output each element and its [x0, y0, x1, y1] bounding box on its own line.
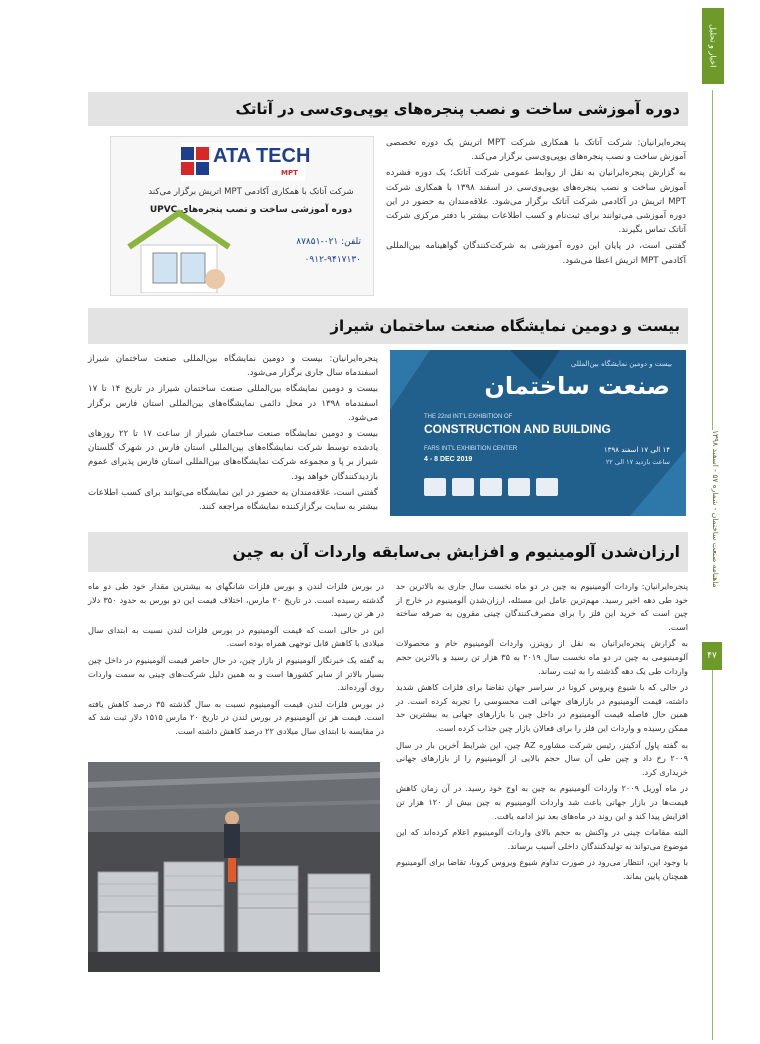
paragraph: پنجره‌ایرانیان: بیست و دومین نمایشگاه بین‌المللی صنعت ساختمان شیراز اسفندماه سال جاری برگزار می‌شود. [88, 354, 378, 379]
paragraph: در بورس فلزات لندن قیمت آلومینیوم نسبت به سال گذشته ۳۵ درصد کاهش یافته است. قیمت هر تن آلومینیوم در بورس لندن در تاریخ ۲۰ مارس ۱۵۱۵ دلار ثبت شد که در مقایسه با ابتدای سال میلادی ۲۲ درصد کاهش داشته است. [88, 698, 384, 736]
poster-hours-fa: ساعت بازدید ۱۷ الی ۲۲ [605, 458, 670, 466]
aluminium-warehouse-photo [88, 762, 380, 972]
paragraph: در بورس فلزات لندن و بورس فلزات شانگهای به بیشترین مقدار خود طی دو ماه گذشته رسیده است. در تاریخ ۲۰ مارس، اختلاف قیمت این دو بورس به حدود ۳۵۰ دلار در هر تن رسید. [88, 581, 384, 619]
paragraph: بیست و دومین نمایشگاه بین‌المللی صنعت ساختمان شیراز در تاریخ ۱۴ تا ۱۷ اسفندماه ۱۳۹۸ در محل دائمی نمایشگاه‌های بین‌المللی استان فارس برگزار می‌شود. [88, 384, 379, 423]
paragraph: به گزارش پنجره‌ایرانیان به نقل از رویترز، واردات آلومینیوم خام و محصولات آلومینیومی به چین در دو ماه نخست سال ۲۰۱۹ به ۳۵ هزار تن رسید و بالاترین حجم واردات طی یک دهه گذشته را به ثبت رساند. [396, 638, 688, 676]
poster-title-fa: صنعت ساختمان [484, 372, 670, 400]
section-tab [702, 8, 724, 84]
page-number: ۴۷ [702, 642, 722, 670]
section2-title-bar [88, 308, 688, 344]
exhibition-poster [390, 350, 686, 516]
brand-name: ATA TECH [213, 145, 311, 167]
section3-left-column [88, 580, 384, 739]
paragraph: پنجره‌ایرانیان: شرکت آتاتک با همکاری شرکت MPT اتریش یک دوره تخصصی آموزش ساخت و نصب پنجره‌های یوپی‌وی‌سی برگزار می‌کند. [386, 138, 687, 163]
paragraph: این در حالی است که قیمت آلومینیوم در بورس فلزات لندن نسبت به ابتدای سال میلادی با کاهش قابل توجهی همراه بوده است. [88, 624, 384, 649]
section2-title: بیست و دومین نمایشگاه صنعت ساختمان شیراز [330, 317, 680, 335]
ad-line2: دوره آموزشی ساخت و نصب پنجره‌های UPVC [149, 205, 353, 215]
sidebar-line-top [712, 90, 713, 430]
paragraph: بیست و دومین نمایشگاه صنعت ساختمان شیراز از ساعت ۱۷ تا ۲۲ روزهای یادشده توسط شرکت نمایشگاه‌های بین‌المللی استان فارس در شهرک گلستان شیراز بر پا و مجموعه شرکت نمایشگاه‌های بین‌المللی استان فارس پذیرای عموم بازدیدکنندگان خواهد بود. [88, 429, 378, 482]
section3-right-column [396, 580, 688, 883]
section1-title-bar [88, 92, 688, 126]
paragraph: با وجود این، انتظار می‌رود در صورت تداوم شیوع ویروس کرونا، تقاضا برای آلومینیوم همچنان پایین بماند. [396, 857, 688, 881]
sponsor-logo-icon [508, 478, 530, 496]
poster-sponsor-logos [424, 478, 664, 498]
sponsor-logo-icon [424, 478, 446, 496]
paragraph: گفتنی است، علاقه‌مندان به حضور در این نمایشگاه می‌توانند برای کسب اطلاعات بیشتر به سایت برگزارکننده نمایشگاه مراجعه کنند. [88, 487, 378, 513]
section3-title-bar [88, 532, 688, 572]
paragraph: به گفته یک خبرنگار آلومینیوم از بازار چین، در حال حاضر قیمت آلومینیوم در داخل چین بسیار بالاتر از سایر کشورها است و به همین دلیل شرکت‌های چینی به سمت واردات روی آورده‌اند. [88, 654, 384, 693]
atatech-logo [181, 143, 311, 181]
phone-2: ۰۹۱۲-۹۴۱۷۱۳۰ [304, 255, 361, 265]
section1-title: دوره آموزشی ساخت و نصب پنجره‌های یوپی‌وی‌سی در آتاتک [235, 100, 680, 118]
poster-venue: FARS INT'L EXHIBITION CENTER [424, 446, 518, 452]
paragraph: البته مقامات چینی در واکنش به حجم بالای واردات آلومینیوم اعلام کرده‌اند که این موضوع می‌تواند به تولیدکنندگان داخلی آسیب برساند. [396, 827, 688, 851]
poster-dates-fa: ۱۴ الی ۱۷ اسفند ۱۳۹۸ [603, 446, 670, 454]
paragraph: در حالی که با شیوع ویروس کرونا در سراسر جهان تقاضا برای فلزات کاهش شدید داشته، قیمت آلومینیوم در بازارهای جهانی افت محسوسی را تجربه کرده است. در همین حال فاصله قیمت آلومینیوم در داخل چین با بازارهای جهانی به بیشترین حد ممکن رسیده و واردات این فلز را برای فعالان بازار چین جذاب کرده است. [396, 682, 688, 733]
running-header: ماهنامه صنعت ساختمان - شماره ۵۷ - اسفند ۱۳۹۸ [711, 430, 720, 588]
sponsor-logo-icon [536, 478, 558, 496]
phone-label: تلفن: [341, 237, 361, 247]
paragraph: به گزارش پنجره‌ایرانیان به نقل از روابط عمومی شرکت آتاتک؛ یک دوره فشرده آموزش ساخت و نصب پنجره‌های یوپی‌وی‌سی در اسفند ۱۳۹۸ با همکاری شرکت MPT اتریش در آکادمی شرکت آتاتک برگزار می‌شود. علاقه‌مندان به حضور در این دوره آموزشی می‌توانند برای ثبت‌نام و کسب اطلاعات بیشتر با دفتر مرکزی شرکت آتاتک تماس بگیرند. [386, 168, 686, 236]
section1-body [386, 136, 686, 268]
sponsor-logo-icon [480, 478, 502, 496]
paragraph: در ماه آوریل ۲۰۰۹ واردات آلومینیوم به چین به اوج خود رسید. در آن زمان کاهش قیمت‌ها در بازار جهانی باعث شد واردات آلومینیوم به چین بیش از ۱۲۰ هزار تن افزایش پیدا کند و این روند در ماه‌های بعد نیز ادامه یافت. [396, 783, 688, 821]
paragraph: پنجره‌ایرانیان: واردات آلومینیوم به چین در دو ماه نخست سال جاری به بالاترین حد خود طی دهه اخیر رسید. مهم‌ترین عامل این مسئله، ارزان‌شدن آلومینیوم در خارج از چین است که خرید این فلز را برای مصرف‌کنندگان چینی مقرون به صرفه ساخته است. [396, 581, 688, 632]
ad-phones [261, 237, 361, 283]
ad-line1: شرکت آتاتک با همکاری آکادمی MPT اتریش برگزار می‌کند [148, 187, 354, 197]
atatech-ad [110, 136, 374, 296]
paragraph: گفتنی است، در پایان این دوره آموزشی به شرکت‌کنندگان گواهینامه بین‌المللی آکادمی MPT اتریش اعطا می‌شود. [386, 241, 686, 266]
section3-title: ارزان‌شدن آلومینیوم و افزایش بی‌سابقه واردات آن به چین [232, 543, 680, 561]
poster-top-line: بیست و دومین نمایشگاه بین‌المللی [570, 360, 672, 368]
section2-body [88, 352, 378, 514]
logo-mark-icon [181, 147, 209, 175]
poster-title-en: CONSTRUCTION AND BUILDING [424, 422, 611, 436]
brand-sub: MPT [281, 169, 298, 177]
sponsor-logo-icon [452, 478, 474, 496]
paragraph: به گفته پاول آدکینز، رئیس شرکت مشاوره AZ چین، این شرایط آخرین بار در سال ۲۰۰۹ رخ داد و چین طی آن سال حجم بالایی از آلومینیوم را از بازارهای جهانی خریداری کرد. [396, 739, 688, 777]
poster-dates-en: 4 - 8 DEC 2019 [424, 456, 473, 463]
section-tab-label: اخبار و تحلیل [708, 24, 718, 68]
sidebar-line-bottom [712, 660, 713, 1040]
house-illustration-icon [119, 207, 239, 293]
poster-subtitle-en: THE 22nd INT'L EXHIBITION OF [424, 414, 513, 420]
phone-1: ۰۲۱-۸۷۸۵۱ [296, 237, 339, 247]
